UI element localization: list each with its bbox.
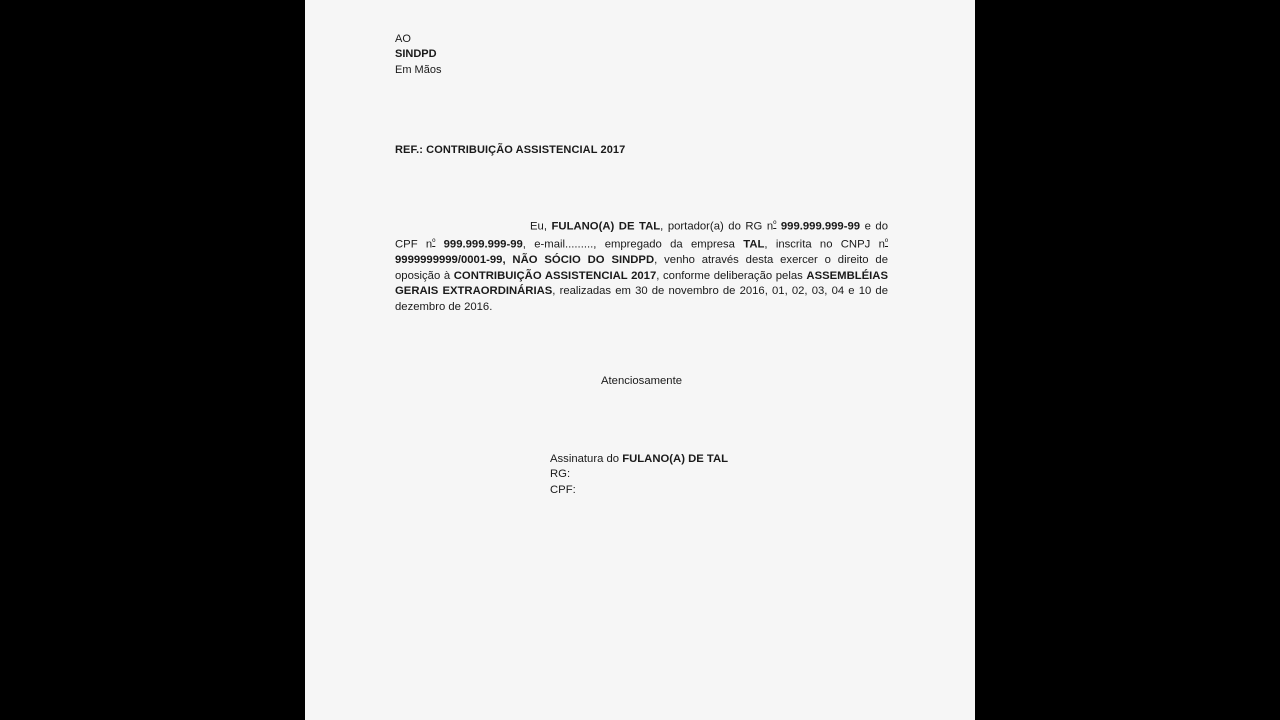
signature-prefix: Assinatura do xyxy=(550,453,623,465)
addressee-line-em-maos: Em Mãos xyxy=(395,63,442,76)
body-rg-number: 999.999.999-99 xyxy=(780,220,861,233)
body-intro: Eu, xyxy=(530,220,552,233)
body-employer-name: TAL xyxy=(743,238,765,251)
ordinal-indicator-rg: º xyxy=(773,219,777,229)
signature-cpf-label: CPF: xyxy=(550,483,576,496)
body-employer-intro: , empregado da empresa xyxy=(593,238,744,251)
body-deliberation-text: , conforme deliberação pelas xyxy=(656,269,807,282)
addressee-line-sindpd: SINDPD xyxy=(395,48,437,61)
ordinal-indicator-cpf: º xyxy=(432,237,436,247)
body-cpf-number: 999.999.999-99 xyxy=(443,238,523,251)
addressee-line-ao: AO xyxy=(395,33,411,45)
body-cnpj-number: 9999999999/0001-99 xyxy=(395,254,503,266)
ordinal-indicator-cnpj: º xyxy=(884,237,889,247)
body-assembly: ASSEMBLÉIAS GERAIS EXTRAORDINÁRIAS xyxy=(395,269,889,298)
body-email-label: , e-mail xyxy=(522,238,565,251)
signature-block xyxy=(550,452,728,498)
signature-name-line xyxy=(550,452,728,467)
body-dates-text: , realizadas em 30 de novembro de 2016, 01, 02, 03, 04 e 10 de dezembro de 2016. xyxy=(395,285,888,313)
body-full-name: FULANO(A) DE TAL xyxy=(551,220,661,233)
body-after-rg: e do CPF n xyxy=(395,220,888,251)
body-contribution: CONTRIBUIÇÃO ASSISTENCIAL 2017 xyxy=(453,269,657,282)
signature-rg-label: RG: xyxy=(550,468,571,481)
signature-name: FULANO(A) DE TAL xyxy=(622,453,729,465)
body-cnpj-label: , inscrita no CNPJ n xyxy=(764,238,885,251)
body-after-name: , portador(a) do RG n xyxy=(660,220,774,233)
addressee-block xyxy=(395,32,441,78)
document-page xyxy=(305,0,975,720)
closing-salutation: Atenciosamente xyxy=(600,375,682,387)
body-member-status: , NÃO SÓCIO DO SINDPD xyxy=(502,254,655,266)
body-opposition-text: , venho através desta exercer o direito de oposição à xyxy=(395,254,888,282)
body-paragraph xyxy=(395,217,888,315)
body-email-dots: ......... xyxy=(565,238,594,251)
reference-line: REF.: CONTRIBUIÇÃO ASSISTENCIAL 2017 xyxy=(395,144,626,156)
